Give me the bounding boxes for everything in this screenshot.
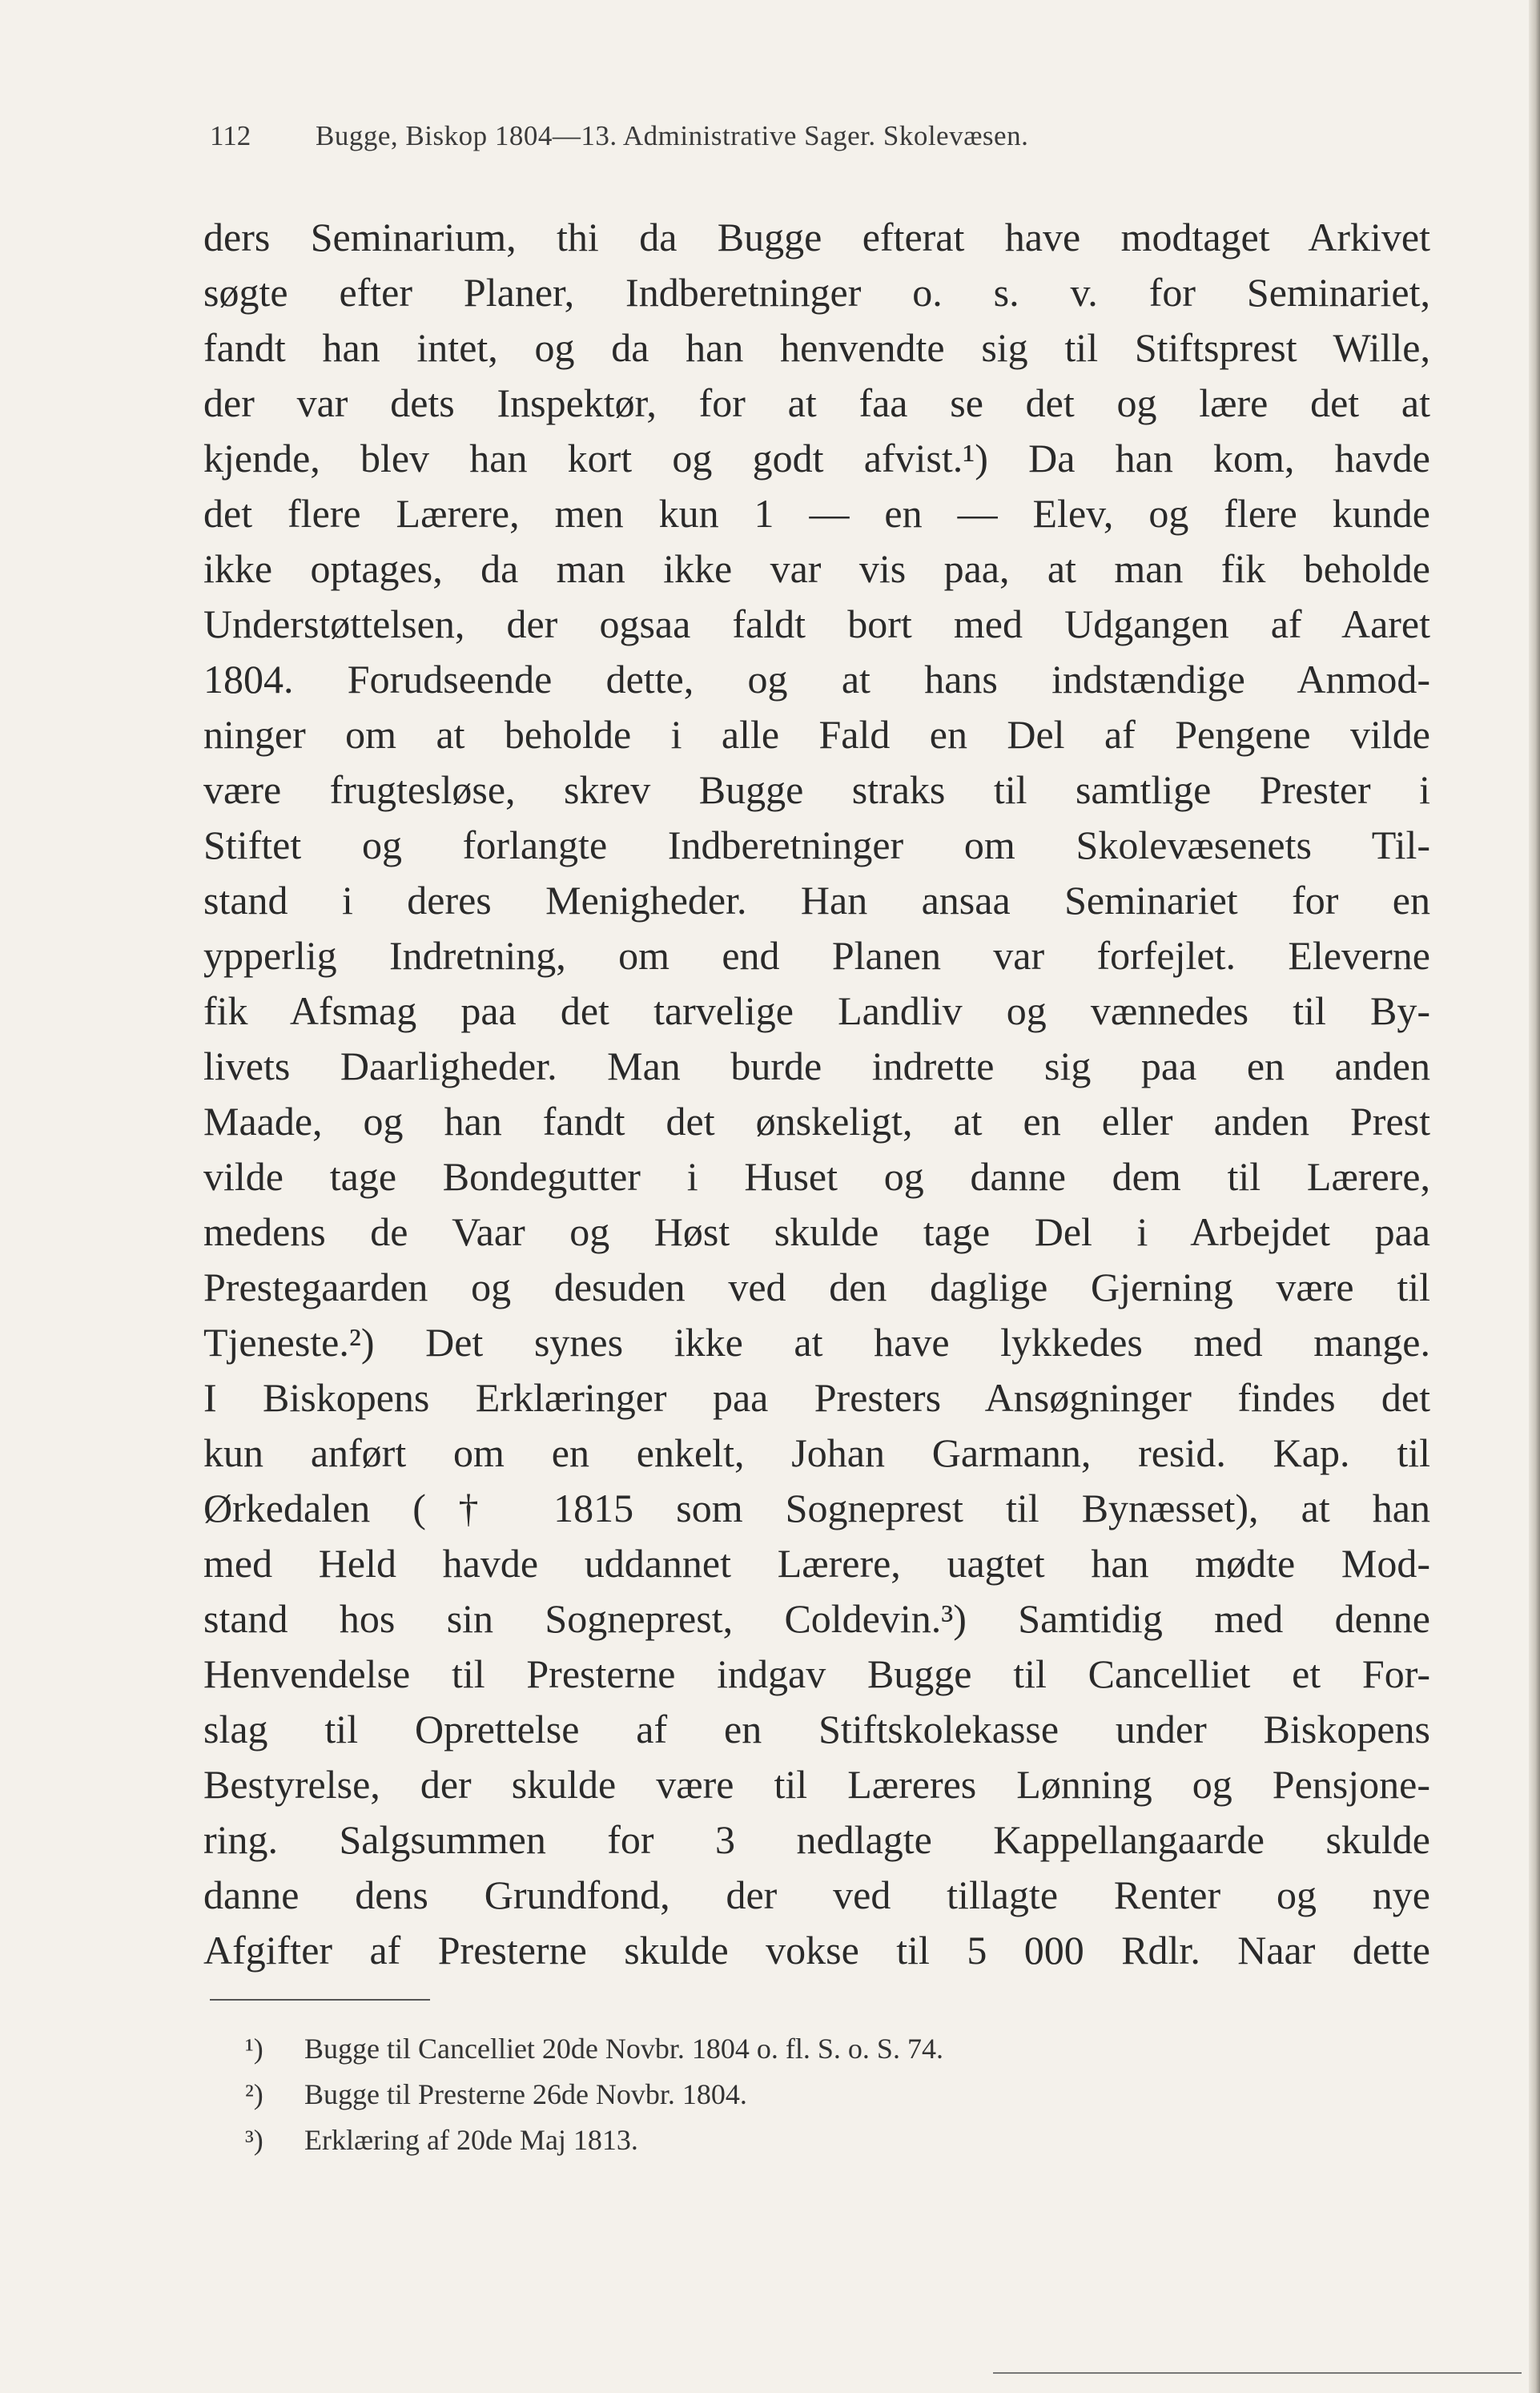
- footnote: [245, 2118, 1286, 2163]
- footnote: [245, 2026, 1286, 2072]
- footnote-rule: [210, 1999, 430, 2001]
- text-line: Afgifter af Presterne skulde vokse til 5 000 Rdlr. Naar dette: [203, 1928, 1430, 1973]
- running-head: Bugge, Biskop 1804—13. Administrative Sager. Skolevæsen.: [316, 120, 1029, 151]
- page-number: 112: [210, 120, 251, 151]
- page-edge-line: [993, 2372, 1522, 2374]
- text-line: Understøttelsen, der ogsaa faldt bort med Udgangen af Aaret: [203, 601, 1430, 646]
- body-text: [203, 210, 1430, 1978]
- text-line: Maade, og han fandt det ønskeligt, at en eller anden Prest: [203, 1099, 1430, 1144]
- text-line: medens de Vaar og Høst skulde tage Del i Arbejdet paa: [203, 1209, 1430, 1254]
- text-line: Prestegaarden og desuden ved den daglige Gjerning være til: [203, 1265, 1430, 1309]
- text-line: med Held havde uddannet Lærere, uagtet han mødte Mod-: [203, 1541, 1430, 1586]
- footnote-mark: ²): [245, 2078, 263, 2110]
- text-line: være frugtesløse, skrev Bugge straks til samtlige Prester i: [203, 767, 1430, 812]
- text-line: stand hos sin Sogneprest, Coldevin.³) Samtidig med denne: [203, 1596, 1430, 1641]
- text-line: ring. Salgsummen for 3 nedlagte Kappellangaarde skulde: [203, 1817, 1430, 1862]
- text-line: Henvendelse til Presterne indgav Bugge til Cancelliet et For-: [203, 1651, 1430, 1696]
- footnote-text: Bugge til Cancelliet 20de Novbr. 1804 o. fl. S. o. S. 74.: [304, 2033, 943, 2065]
- text-line: danne dens Grundfond, der ved tillagte Renter og nye: [203, 1872, 1430, 1917]
- text-line: Stiftet og forlangte Indberetninger om Skolevæsenets Til-: [203, 822, 1430, 867]
- page-header: [210, 120, 1331, 160]
- footnote-mark: ³): [245, 2124, 263, 2156]
- text-line: ypperlig Indretning, om end Planen var forfejlet. Eleverne: [203, 933, 1430, 978]
- text-line: der var dets Inspektør, for at faa se det og lære det at: [203, 380, 1430, 425]
- text-line: fandt han intet, og da han henvendte sig til Stiftsprest Wille,: [203, 325, 1430, 370]
- text-line: I Biskopens Erklæringer paa Presters Ansøgninger findes det: [203, 1375, 1430, 1420]
- text-line: Ørkedalen († 1815 som Sogneprest til Bynæsset), at han: [203, 1486, 1430, 1530]
- text-line: 1804. Forudseende dette, og at hans indstændige Anmod-: [203, 657, 1430, 702]
- text-line: ders Seminarium, thi da Bugge efterat have modtaget Arkivet: [203, 215, 1430, 259]
- text-line: det flere Lærere, men kun 1 — en — Elev, og flere kunde: [203, 491, 1430, 536]
- text-line: vilde tage Bondegutter i Huset og danne dem til Lærere,: [203, 1154, 1430, 1199]
- text-line: stand i deres Menigheder. Han ansaa Seminariet for en: [203, 878, 1430, 923]
- text-line: ikke optages, da man ikke var vis paa, at man fik beholde: [203, 546, 1430, 591]
- footnote-text: Erklæring af 20de Maj 1813.: [304, 2124, 638, 2156]
- text-line: kjende, blev han kort og godt afvist.¹) Da han kom, havde: [203, 436, 1430, 481]
- text-line: Tjeneste.²) Det synes ikke at have lykkedes med mange.: [203, 1320, 1430, 1365]
- footnotes: [245, 2026, 1286, 2163]
- text-line: slag til Oprettelse af en Stiftskolekasse under Biskopens: [203, 1707, 1430, 1752]
- footnote: [245, 2072, 1286, 2118]
- text-line: fik Afsmag paa det tarvelige Landliv og vænnedes til By-: [203, 988, 1430, 1033]
- footnote-mark: ¹): [245, 2033, 263, 2065]
- footnote-text: Bugge til Presterne 26de Novbr. 1804.: [304, 2078, 747, 2110]
- page-edge-shadow: [1529, 0, 1540, 2393]
- text-line: livets Daarligheder. Man burde indrette sig paa en anden: [203, 1044, 1430, 1088]
- text-line: søgte efter Planer, Indberetninger o. s. v. for Seminariet,: [203, 270, 1430, 315]
- text-line: Bestyrelse, der skulde være til Læreres Lønning og Pensjone-: [203, 1762, 1430, 1807]
- text-line: ninger om at beholde i alle Fald en Del af Pengene vilde: [203, 712, 1430, 757]
- text-line: kun anført om en enkelt, Johan Garmann, resid. Kap. til: [203, 1430, 1430, 1475]
